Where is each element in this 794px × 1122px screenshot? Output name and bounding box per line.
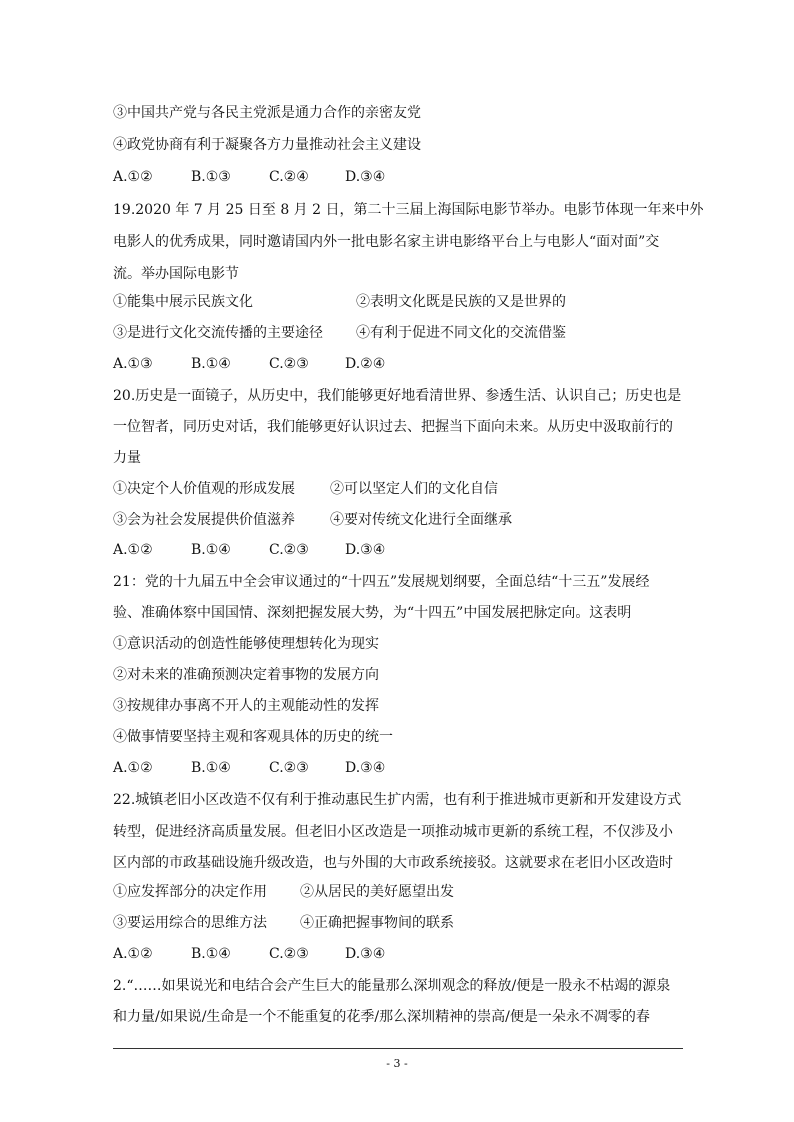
- q20-item-3: ③会为社会发展提供价值滋养: [113, 512, 295, 528]
- q21-option-c: C.②③: [269, 760, 309, 776]
- q19-option-b: B.①④: [191, 356, 231, 372]
- footer-rule: [113, 1048, 683, 1049]
- q21-item-1: ①意识活动的创造性能够使理想转化为现实: [113, 636, 379, 652]
- q18-option-a: A.①②: [113, 169, 153, 185]
- q21-option-b: B.①④: [191, 760, 231, 776]
- q20-option-b: B.①④: [191, 542, 231, 558]
- q22-option-a: A.①②: [113, 946, 153, 962]
- q19-option-c: C.②③: [269, 356, 309, 372]
- q22-item-2: ②从居民的美好愿望出发: [300, 884, 454, 900]
- q22-item-1: ①应发挥部分的决定作用: [113, 884, 267, 900]
- q22-option-d: D.③④: [345, 946, 386, 962]
- q19-item-4: ④有利于促进不同文化的交流借鉴: [356, 325, 566, 341]
- q18-item-3: ③中国共产党与各民主党派是通力合作的亲密友党: [113, 105, 421, 121]
- q20-item-1: ①决定个人价值观的形成发展: [113, 481, 295, 497]
- q18-options: [113, 167, 693, 187]
- q20-option-a: A.①②: [113, 542, 153, 558]
- q20-items-row-1: [113, 479, 693, 499]
- q22-item-3: ③要运用综合的思维方法: [113, 915, 267, 931]
- q22-option-b: B.①④: [191, 946, 231, 962]
- q21-item-3: ③按规律办事离不开人的主观能动性的发挥: [113, 698, 379, 714]
- q19-item-3: ③是进行文化交流传播的主要途径: [113, 325, 323, 341]
- q22-options: [113, 944, 693, 964]
- q22-stem-line-2: 转型，促进经济高质量发展。但老旧小区改造是一项推动城市更新的系统工程，不仅涉及小: [113, 824, 673, 840]
- q20-option-d: D.③④: [345, 542, 386, 558]
- q18-item-4: ④政党协商有利于凝聚各方力量推动社会主义建设: [113, 137, 421, 153]
- q19-stem-line-3: 流。举办国际电影节: [113, 266, 239, 282]
- q19-option-a: A.①③: [113, 356, 153, 372]
- q19-items-row-1: [113, 292, 693, 312]
- q20-stem-line-3: 力量: [113, 450, 141, 466]
- q20-option-c: C.②③: [269, 542, 309, 558]
- q22-option-c: C.②③: [269, 946, 309, 962]
- q19-stem-line-1: 19.2020 年 7 月 25 日至 8 月 2 日，第二十三届上海国际电影节举办。电影节体现一年来中外: [113, 202, 704, 218]
- q21-option-a: A.①②: [113, 760, 153, 776]
- q20-stem-line-1: 20.历史是一面镜子，从历史中，我们能够更好地看清世界、参透生活、认识自己；历史也是: [113, 388, 682, 404]
- q20-options: [113, 540, 693, 560]
- q19-options: [113, 354, 693, 374]
- q22-item-4: ④正确把握事物间的联系: [300, 915, 454, 931]
- q23-stem-line-2: 和力量/如果说/生命是一个不能重复的花季/那么深圳精神的崇高/便是一朵永不凋零的春: [113, 1009, 650, 1025]
- q20-stem-line-2: 一位智者，同历史对话，我们能够更好认识过去、把握当下面向未来。从历史中汲取前行的: [113, 419, 673, 435]
- q22-items-row-2: [113, 913, 693, 933]
- q21-stem-line-2: 验、准确体察中国国情、深刻把握发展大势，为“十四五”中国发展把脉定向。这表明: [113, 605, 632, 621]
- q21-item-4: ④做事情要坚持主观和客观具体的历史的统一: [113, 729, 393, 745]
- q19-stem-line-2: 电影人的优秀成果，同时邀请国内外一批电影名家主讲电影络平台上与电影人“面对面”交: [113, 234, 660, 250]
- q20-items-row-2: [113, 510, 693, 530]
- q19-items-row-2: [113, 323, 693, 343]
- page-number: - 3 -: [386, 1057, 408, 1070]
- q20-item-4: ④要对传统文化进行全面继承: [330, 512, 512, 528]
- q21-item-2: ②对未来的准确预测决定着事物的发展方向: [113, 667, 379, 683]
- q19-item-2: ②表明文化既是民族的又是世界的: [356, 294, 566, 310]
- q21-option-d: D.③④: [345, 760, 386, 776]
- q23-stem-line-1: 2.“……如果说光和电结合会产生巨大的能量那么深圳观念的释放/便是一股永不枯竭的源泉: [113, 978, 671, 994]
- q20-item-2: ②可以坚定人们的文化自信: [330, 481, 498, 497]
- q21-stem-line-1: 21：党的十九届五中全会审议通过的“十四五”发展规划纲要，全面总结“十三五”发展经: [113, 574, 650, 590]
- q19-item-1: ①能集中展示民族文化: [113, 294, 253, 310]
- q18-option-b: B.①③: [191, 169, 231, 185]
- q19-option-d: D.②④: [345, 356, 386, 372]
- q22-items-row-1: [113, 882, 693, 902]
- q18-option-c: C.②④: [269, 169, 309, 185]
- q18-option-d: D.③④: [345, 169, 386, 185]
- q21-options: [113, 758, 693, 778]
- q22-stem-line-1: 22.城镇老旧小区改造不仅有利于推动惠民生扩内需，也有利于推进城市更新和开发建设方式: [113, 792, 682, 808]
- q22-stem-line-3: 区内部的市政基础设施升级改造，也与外围的大市政系统接驳。这就要求在老旧小区改造时: [113, 855, 673, 871]
